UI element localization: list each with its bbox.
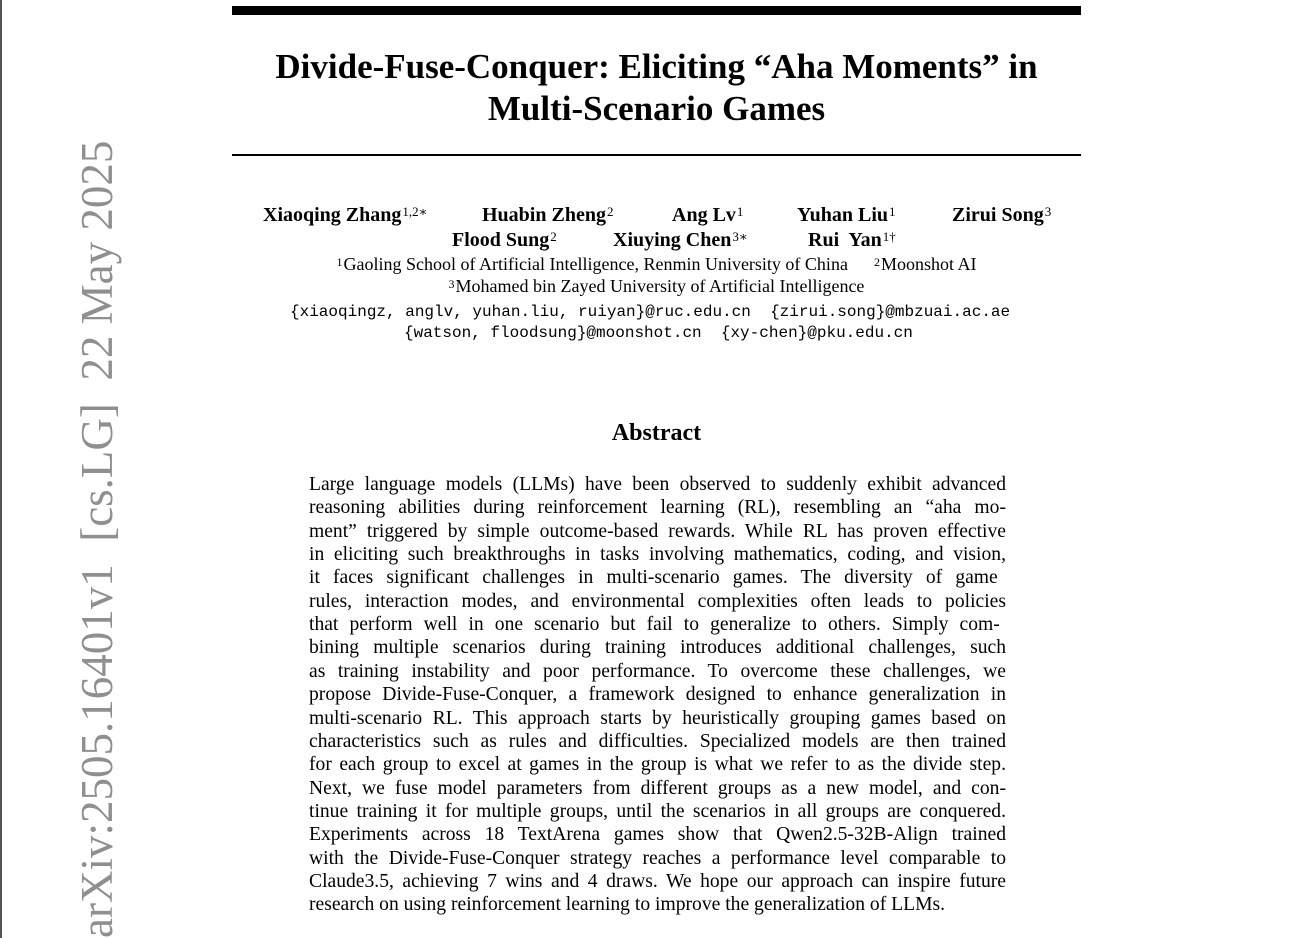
title-line: Divide-Fuse-Conquer: Eliciting “Aha Moments” in [275,47,1038,86]
arxiv-identifier-stamp: arXiv:2505.16401v1 [cs.LG] 22 May 2025 [72,140,122,938]
abstract-line: it faces significant challenges in multi-scenario games. The diversity of game [309,567,998,589]
affiliation: Moonshot AI [880,254,977,274]
author: Yuhan Liu$^1$ [797,204,896,226]
abstract-line: as training instability and poor performance. To overcome these challenges, we [309,660,1006,682]
title-bottom-rule [232,154,1081,156]
abstract-line: research on using reinforcement learning to improve the generalization of LLMs. [309,894,946,916]
email-line: {watson, floodsung}@moonshot.cn {xy-chen}@pku.edu.cn [404,324,913,342]
title-line: Multi-Scenario Games [487,89,826,128]
abstract-line: ment” triggered by simple outcome-based rewards. While RL has proven effective [309,520,1006,542]
author: Xiuying Chen$^{3∗}$ [613,229,748,251]
page-left-edge [0,0,2,938]
abstract-line: tinue training it for multiple groups, until the scenarios in all groups are conquered. [309,800,1006,822]
affiliation-line: $^1$Gaoling School of Artificial Intelligence, Renmin University of China $^2$Moonshot AI [336,254,977,274]
paper-title [232,46,1081,130]
abstract-line: characteristics such as rules and difficulties. Specialized models are then trained [309,730,1006,752]
author: Zirui Song$^3$ [952,204,1052,226]
author: Rui Yan$^{1\dagger}$ [808,229,896,251]
abstract-line: in eliciting such breakthroughs in tasks involving mathematics, coding, and vision, [309,544,1006,566]
abstract-line: Claude3.5, achieving 7 wins and 4 draws. We hope our approach can inspire future [309,870,1006,892]
abstract-line: propose Divide-Fuse-Conquer, a framework designed to enhance generalization in [309,684,1006,706]
author-superscript: 1 [889,204,896,219]
author: Ang Lv$^1$ [672,204,744,226]
author: Huabin Zheng$^2$ [482,204,614,226]
author: Flood Sung$^2$ [452,229,557,251]
abstract-line: bining multiple scenarios during training introduces additional challenges, such [309,637,1006,659]
email-line: {xiaoqingz, anglv, yuhan.liu, ruiyan}@ruc.edu.cn {zirui.song}@mbzuai.ac.ae [290,303,1011,321]
abstract-line: Experiments across 18 TextArena games show that Qwen2.5-32B-Align trained [309,824,1006,846]
title-top-rule [232,6,1081,15]
abstract-line: reasoning abilities during reinforcement learning (RL), resembling an “aha mo- [309,497,1006,519]
affiliation: Mohamed bin Zayed University of Artificial Intelligence [455,276,865,296]
abstract-line: Next, we fuse model parameters from different groups as a new model, and con- [309,777,1006,799]
abstract-line: rules, interaction modes, and environmental complexities often leads to policies [309,590,1006,612]
abstract-line: with the Divide-Fuse-Conquer strategy reaches a performance level comparable to [309,847,1006,869]
abstract-line: Large language models (LLMs) have been observed to suddenly exhibit advanced [309,474,1006,495]
author: Xiaoqing Zhang$^{1,2∗}$ [263,204,428,226]
affiliation: Gaoling School of Artificial Intelligence, Renmin University of China [343,254,848,274]
author-superscript: 1 [736,204,744,219]
author-superscript: 2 [550,229,557,244]
author-superscript: 3 [1044,204,1052,219]
affiliation-line: $^3$Mohamed bin Zayed University of Artificial Intelligence [448,276,865,296]
abstract-heading: Abstract [611,420,702,446]
author-superscript: 2 [606,204,614,219]
abstract-line: that perform well in one scenario but fail to generalize to others. Simply com- [309,614,1000,636]
author-superscript: 1† [882,229,896,244]
abstract-line: for each group to excel at games in the group is what we refer to as the divide step. [309,754,1006,776]
author-superscript: 1,2∗ [402,204,428,219]
abstract-line: multi-scenario RL. This approach starts by heuristically grouping games based on [309,707,1006,729]
author-superscript: 3∗ [732,229,748,244]
